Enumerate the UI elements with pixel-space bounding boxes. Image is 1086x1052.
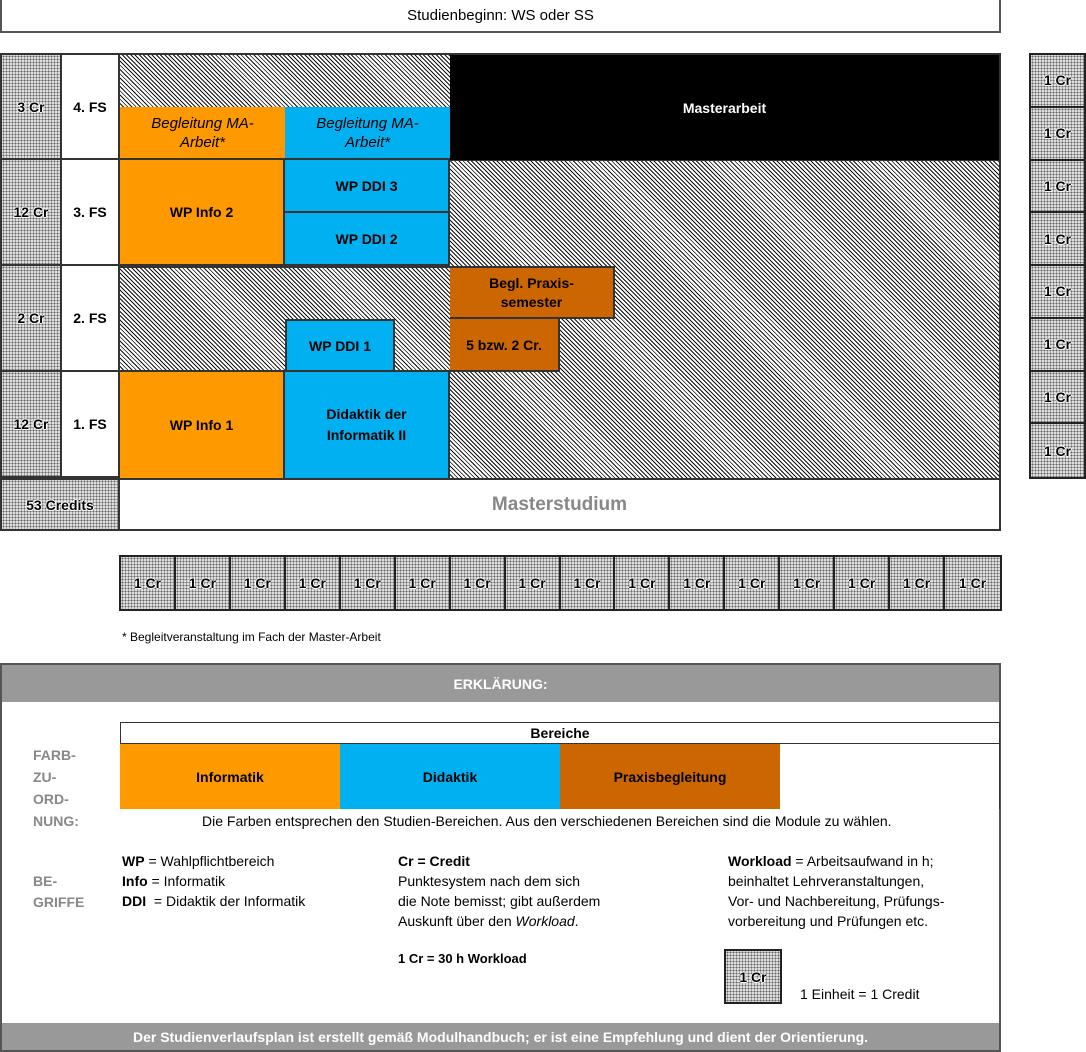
module-begl-praxis-credits: 5 bzw. 2 Cr. — [450, 319, 560, 372]
abbr-wp: WP = Wahlpflichtbereich — [122, 853, 275, 869]
credit-unit-cell: 1 Cr — [1031, 213, 1084, 266]
semester-credits: 3 Cr — [2, 55, 62, 160]
credit-unit-cell: 1 Cr — [396, 557, 451, 609]
module-masterarbeit: Masterarbeit — [450, 55, 999, 160]
credit-unit-cell: 1 Cr — [506, 557, 561, 609]
credit-unit-cell: 1 Cr — [835, 557, 890, 609]
semester-label: 1. FS — [62, 372, 120, 478]
bereich-praxisbegleitung: Praxisbegleitung — [560, 744, 780, 809]
farb-note: Die Farben entsprechen den Studien-Bereichen. Aus den verschiedenen Bereichen sind die Module zu wählen. — [202, 813, 892, 829]
module-wp-ddi-3: WP DDI 3 — [285, 160, 450, 213]
total-credits: 53 Credits — [2, 478, 120, 529]
module-begleitung-ddi: Begleitung MA-Arbeit* — [285, 107, 450, 160]
farb-label: FARB- ZU- ORD- NUNG: — [33, 747, 79, 829]
semester-credits: 12 Cr — [2, 160, 62, 266]
credit-unit-cell: 1 Cr — [286, 557, 341, 609]
credit-unit-cell: 1 Cr — [945, 557, 1000, 609]
credit-unit-cell: 1 Cr — [451, 557, 506, 609]
credit-unit-cell: 1 Cr — [890, 557, 945, 609]
abbr-info: Info = Informatik — [122, 873, 226, 889]
empty-slot-hatch — [120, 55, 450, 107]
page-title: Studienbeginn: WS oder SS — [407, 7, 594, 24]
workload-definition: Workload = Arbeitsaufwand in h; beinhaltet Lehrveranstaltungen, Vor- und Nachbereitung, Prüfungs- vorbereitung und Prüfungen etc. — [728, 853, 945, 929]
credit-unit-cell: 1 Cr — [121, 557, 176, 609]
bereich-informatik: Informatik — [120, 744, 340, 809]
program-name: Masterstudium — [120, 478, 999, 529]
begriffe-label: BE- GRIFFE — [33, 873, 85, 910]
module-didaktik-informatik-2: Didaktik der Informatik II — [285, 372, 450, 478]
semester-credits: 12 Cr — [2, 372, 62, 478]
semester-credits: 2 Cr — [2, 266, 62, 372]
credit-unit-cell: 1 Cr — [561, 557, 616, 609]
credit-unit-cell: 1 Cr — [1031, 319, 1084, 372]
credit-unit-cell: 1 Cr — [1031, 372, 1084, 425]
credit-unit-text: 1 Einheit = 1 Credit — [800, 986, 920, 1002]
semester-label: 3. FS — [62, 160, 120, 266]
credit-unit-cell: 1 Cr — [341, 557, 396, 609]
bereich-didaktik: Didaktik — [340, 744, 560, 809]
credit-unit-cell: 1 Cr — [780, 557, 835, 609]
module-begl-praxissemester: Begl. Praxis-semester — [450, 266, 615, 319]
credit-unit-cell: 1 Cr — [176, 557, 231, 609]
bereiche-empty — [780, 744, 1000, 809]
module-begleitung-info: Begleitung MA-Arbeit* — [120, 107, 285, 160]
credit-unit-cell: 1 Cr — [231, 557, 286, 609]
credit-equivalence: 1 Cr = 30 h Workload — [398, 951, 527, 966]
right-credit-column — [1029, 53, 1086, 479]
credit-unit-cell: 1 Cr — [1031, 108, 1084, 161]
module-wp-ddi-1: WP DDI 1 — [285, 319, 395, 372]
footnote: * Begleitveranstaltung im Fach der Master-Arbeit — [122, 630, 381, 644]
footer-note: Der Studienverlaufsplan ist erstellt gemäß Modulhandbuch; er ist eine Empfehlung und dient der Orientierung. — [2, 1023, 999, 1050]
credit-unit-cell: 1 Cr — [725, 557, 780, 609]
credit-unit-cell: 1 Cr — [670, 557, 725, 609]
module-wp-info-2: WP Info 2 — [120, 160, 285, 266]
credit-unit-cell: 1 Cr — [1031, 55, 1084, 108]
semester-label: 2. FS — [62, 266, 120, 372]
credit-unit-cell: 1 Cr — [1031, 266, 1084, 319]
module-wp-info-1: WP Info 1 — [120, 372, 285, 478]
abbr-ddi: DDI = Didaktik der Informatik — [122, 893, 306, 909]
header-box — [0, 0, 1001, 33]
abbreviations — [122, 851, 305, 911]
bottom-credit-row — [119, 555, 1002, 611]
credit-unit-cell: 1 Cr — [615, 557, 670, 609]
credit-unit-cell: 1 Cr — [1031, 424, 1084, 477]
credit-definition: Cr = Credit Punktesystem nach dem sich die Note bemisst; gibt außerdem Auskunft über den Workload. — [398, 853, 601, 929]
credit-unit-cell: 1 Cr — [1031, 161, 1084, 214]
module-wp-ddi-2: WP DDI 2 — [285, 213, 450, 266]
credit-unit-example: 1 Cr — [724, 949, 782, 1004]
semester-label: 4. FS — [62, 55, 120, 160]
legend-title: ERKLÄRUNG: — [2, 665, 999, 702]
bereiche-header: Bereiche — [120, 722, 1000, 744]
